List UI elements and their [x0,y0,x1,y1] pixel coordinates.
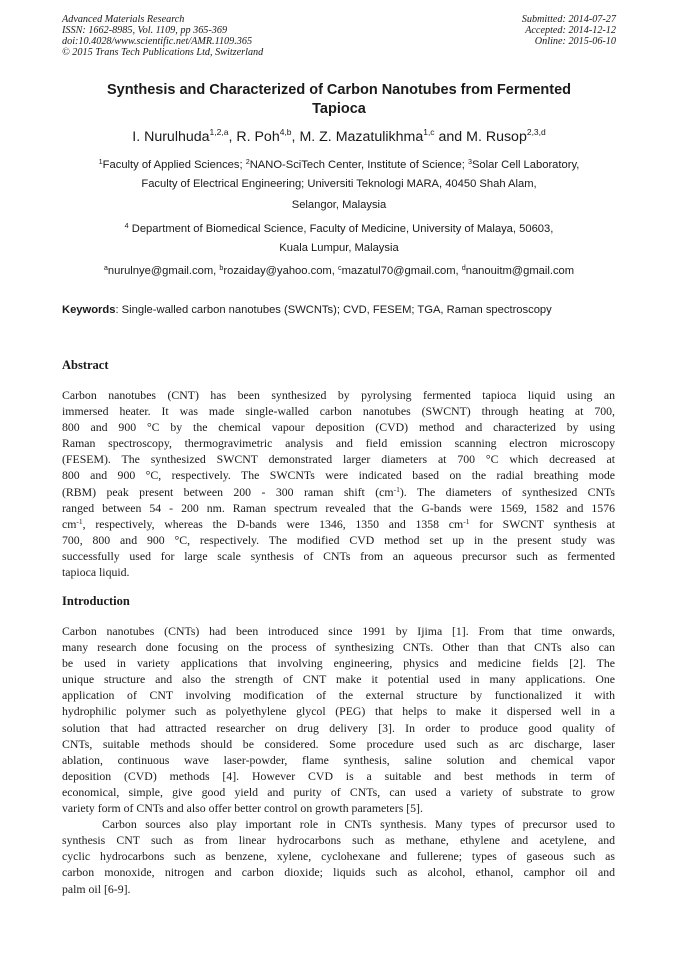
text-run: Raman spectroscopy, thermogravimetric analysis and field emission scanning electron microscopy [62,436,615,451]
paragraph-line [62,403,615,419]
paragraph-line: variety form of CNTs and also offer better control on growth parameters [5]. [62,801,423,816]
paragraph-line: cyclic hydrocarbons such as benzene, xylene, cyclohexane and fullerene; types of gaseous such as [62,849,615,864]
accepted-date: Accepted: 2014-12-12 [525,25,616,36]
paragraph-line: many research done focusing on the process of synthesizing CNTs. Other than that CNTs also can [62,640,615,655]
text-run: , respectively, whereas the D-bands were 1346, 1350 and 1358 cm [82,516,464,531]
paragraph-line [62,564,615,580]
email-mark: b [219,263,224,272]
affiliation-text: Department of Biomedical Science, Faculty of Medicine, University of Malaya, 50603, [128,223,554,235]
keywords-label: Keywords [62,304,116,316]
author-affiliation-mark: 4,b [279,127,292,137]
abstract-heading: Abstract [62,358,109,372]
journal-info [62,14,263,58]
text-run: successfully used for large scale synthesis of CNTs from an aqueous precursor such as fermented [62,548,615,563]
introduction-body [62,623,615,897]
affiliation-line: Faculty of Electrical Engineering; Universiti Teknologi MARA, 40450 Shah Alam, [141,178,537,190]
paragraph-line [62,435,615,451]
title-line: Synthesis and Characterized of Carbon Nanotubes from Fermented [106,82,572,98]
paragraph-line: carbon monoxide, nitrogen and carbon dioxide; liquids such as alcohol, ethanol, camphor oil and [62,865,615,880]
author-list [62,127,616,145]
keywords-text: : Single-walled carbon nanotubes (SWCNTs); CVD, FESEM; TGA, Raman spectroscopy [115,304,552,316]
paragraph-line [62,484,615,500]
paragraph-line: palm oil [6-9]. [62,881,131,896]
author-name: M. Rusop [466,129,527,145]
author-separator: , [228,129,237,145]
paragraph-line: Carbon sources also play important role in CNTs synthesis. Many types of precursor used to [102,817,615,832]
text-run: 800 and 900 °C by the chemical vapour deposition (CVD) method and characterized by using [62,420,615,435]
paragraph-line: Carbon nanotubes (CNTs) had been introduced since 1991 by Ijima [1]. From that time onwards, [62,624,615,638]
email-address: nurulnye@gmail.com, [107,265,220,277]
paragraph-line [62,467,615,483]
text-run: ). The diameters of synthesized CNTs [399,484,615,499]
unit-exponent: -1 [393,484,400,494]
text-run: tapioca liquid. [62,565,130,580]
journal-name: Advanced Materials Research [62,14,185,25]
journal-doi: doi:10.4028/www.scientific.net/AMR.1109.365 [62,36,253,47]
paper-title [62,81,616,119]
submitted-date: Submitted: 2014-07-27 [521,14,616,25]
text-run: Carbon nanotubes (CNT) has been synthesized by pyrolysing fermented tapioca liquid using an [62,388,615,402]
affiliation-mark: 1 [98,157,103,166]
author-name: R. Poh [236,129,280,145]
paragraph-line [62,516,615,532]
paragraph-line: application of CNT involving modification of the external structure by functionalized it with [62,688,615,703]
text-run: cm [62,516,77,531]
author-affiliation-mark: 1,c [423,127,435,137]
text-run: (RBM) peak present between 200 - 300 raman shift (cm [62,484,394,499]
paragraph-line: be used in variety applications that involving engineering, physics and medicine fields [2]. The [62,656,615,671]
paragraph-line: hydrophilic polymer such as polyethylene glycol (PEG) that helps to make it dispersed well in a [62,704,615,719]
paragraph-line: deposition (CVD) methods [4]. However CVD is a suitable and best methods in term of [62,768,615,783]
paragraph-line [62,387,615,403]
text-run: 800 and 900 °C, respectively. The SWCNTs were indicated based on the radial breathing mode [62,468,615,483]
abstract-body [62,387,615,580]
email-mark: d [461,263,466,272]
email-address: mazatul70@gmail.com, [341,265,462,277]
author-name: I. Nurulhuda [132,129,210,145]
paragraph-line: synthesis CNT such as from linear hydrocarbons such as methane, ethylene and acetylene, and [62,833,615,848]
paragraph-line [62,500,615,516]
affiliation-mark: 2 [245,157,250,166]
affiliation-text: Solar Cell Laboratory, [471,159,580,171]
journal-issn: ISSN: 1662-8985, Vol. 1109, pp 365-369 [62,25,228,36]
author-affiliation-mark: 1,2,a [209,127,229,137]
paragraph-line [62,419,615,435]
keywords [62,303,615,318]
journal-copyright: © 2015 Trans Tech Publications Ltd, Switzerland [62,47,264,58]
text-run: 700, 800 and 900 °C, respectively. The modified CVD method set up in the present study was [62,532,615,547]
affiliation-line: Selangor, Malaysia [291,199,387,211]
email-address: rozaiday@yahoo.com, [223,265,338,277]
paragraph-line: economical, simple, give good yield and purity of CNTs, can used a variety of substrate to grow [62,784,615,799]
unit-exponent: -1 [76,516,83,526]
paragraph-line: solution that had attracted researcher on drug delivery [3]. In order to produce good quality of [62,720,615,735]
email-mark: a [103,263,108,272]
paragraph-line [62,451,615,467]
author-separator: , [291,129,300,145]
paragraph-line: CNTs, suitable methods should be considered. Some procedure used such as arc discharge, laser [62,736,615,751]
affiliation-text: NANO-SciTech Center, Institute of Science; [249,159,468,171]
text-run: for SWCNT synthesis at [469,516,615,531]
author-affiliation-mark: 2,3,d [526,127,546,137]
author-emails [40,263,638,277]
paragraph-line [62,548,615,564]
submission-dates [522,14,616,47]
online-date: Online: 2015-06-10 [534,36,616,47]
affiliation-mark: 3 [467,157,472,166]
affiliation-line: Kuala Lumpur, Malaysia [279,242,399,254]
affiliation-line [40,221,638,235]
paragraph-line [62,532,615,548]
email-mark: c [337,263,342,272]
paragraph-line: unique structure and also the strength of CNT make it potential used in many applications. One [62,672,615,687]
author-separator: and [434,129,467,145]
author-name: M. Z. Mazatulikhma [299,129,424,145]
text-run: (FESEM). The synthesized SWCNT demonstrated larger diameters at 700 °C which decreased at [62,452,615,467]
unit-exponent: -1 [463,516,470,526]
title-line: Tapioca [312,101,366,117]
affiliation-mark: 4 [124,221,129,230]
affiliation-text: Faculty of Applied Sciences; [102,159,246,171]
email-address: nanouitm@gmail.com [465,265,575,277]
paragraph-line: ablation, continuous wave laser-powder, flame synthesis, saline solution and chemical vapor [62,752,615,767]
introduction-heading: Introduction [62,594,130,608]
text-run: immersed heater. It was made single-walled carbon nanotubes (SWCNT) through heating at 700, [62,404,615,419]
text-run: ranged between 54 - 200 nm. Raman spectrum revealed that the G-bands were 1569, 1582 and 1576 [62,500,615,515]
affiliation-line [40,157,638,171]
